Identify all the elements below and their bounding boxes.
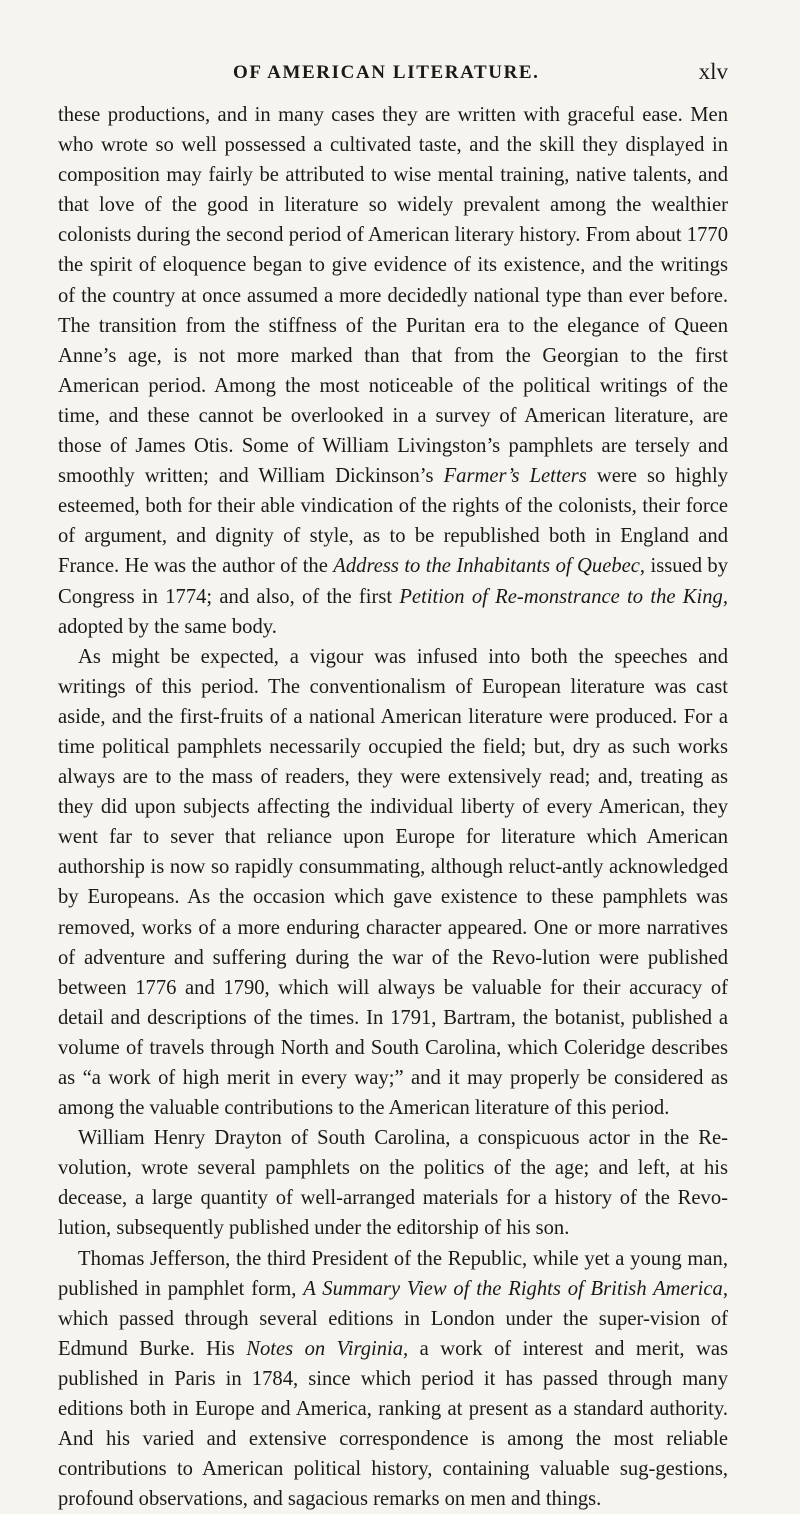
text-run: which passed through several editions in London under the super-vision of Edmund Burke. His — [58, 1307, 728, 1360]
italic-title-notes-virginia: Notes on Virginia, — [246, 1337, 409, 1360]
text-run: these productions, and in many cases they are written with graceful ease. Men who wrote so well possessed a cultivated taste, and the skill they displayed in composition may fairly be attributed to wise mental training, native talents, and that love of the good in literature so widely prevalent among the wealthier colonists during the second period of American literary history. From about 1770 the spirit of eloquence began to give evidence of its existence, and the writings of the country at once assumed a more decidedly national type than ever before. The transition from the stiffness of the Puritan era to the elegance of Queen Anne’s age, is not more marked than that from the Georgian to the first American period. Among the most noticeable of the political writings of the time, and these cannot be overlooked in a survey of American literature, are those of James Otis. Some of William Livingston’s pamphlets are tersely and smoothly written; and William Dickinson’s — [58, 104, 728, 488]
text-run: a work of interest and merit, was published in Paris in 1784, since which period it has passed through many editions both in Europe and America, ranking at present as a standard authority. And his varied and extensive correspondence is among the most reliable contributions to American political history, containing valuable sug-gestions, profound observations, and sagacious remarks on men and things. — [58, 1337, 728, 1511]
running-title: OF AMERICAN LITERATURE. — [233, 62, 540, 83]
paragraph-drayton: William Henry Drayton of South Carolina, a conspicuous actor in the Re-volution, wrote several pamphlets on the politics of the age; and left, at his decease, a large quantity of well-arranged materials for a history of the Revo-lution, subsequently published under the editorship of his son. — [58, 1127, 728, 1240]
paragraph-vigour: As might be expected, a vigour was infused into both the speeches and writings of this period. The conventionalism of European literature was cast aside, and the first-fruits of a national American literature were produced. For a time political pamphlets necessarily occupied the field; but, dry as such works always are to the mass of readers, they were extensively read; and, treating as they did upon subjects affecting the individual liberty of every American, they went far to sever that reliance upon Europe for literature which American authorship is now so rapidly consummating, although reluct-antly acknowledged by Europeans. As the occasion which gave existence to these pamphlets was removed, works of a more enduring character appeared. One or more narratives of adventure and suffering during the war of the Revo-lution were published between 1776 and 1790, which will always be valuable for their accuracy of detail and descriptions of the times. In 1791, Bartram, the botanist, published a volume of travels through North and South Carolina, which Coleridge describes as “a work of high merit in every way;” and it may properly be considered as among the valuable contributions to the American literature of this period. — [58, 645, 728, 1120]
body-text — [58, 100, 728, 1514]
paragraph-jefferson — [58, 1244, 728, 1514]
text-run: issued by Congress in 1774; and also, of the first — [58, 555, 729, 608]
running-head — [58, 59, 728, 96]
text-run: Thomas Jefferson, the third President of the Republic, while yet a young man, published in pamphlet form, — [58, 1247, 728, 1300]
italic-title-petition-remonstrance: Petition of Re-monstrance to the King, — [399, 585, 728, 608]
text-run: adopted by the same body. — [58, 615, 277, 638]
text-run: were so highly esteemed, both for their able vindication of the rights of the colonists, their force of argument, and dignity of style, as to be republished both in England and France. He was the author of the — [58, 465, 728, 578]
italic-title-summary-view: A Summary View of the Rights of British America, — [303, 1277, 728, 1300]
page-number: xlv — [698, 59, 728, 84]
italic-title-address-quebec: Address to the Inhabitants of Quebec, — [333, 555, 646, 578]
italic-title-farmers-letters: Farmer’s Letters — [443, 465, 587, 488]
paragraph-continuation — [58, 100, 728, 642]
